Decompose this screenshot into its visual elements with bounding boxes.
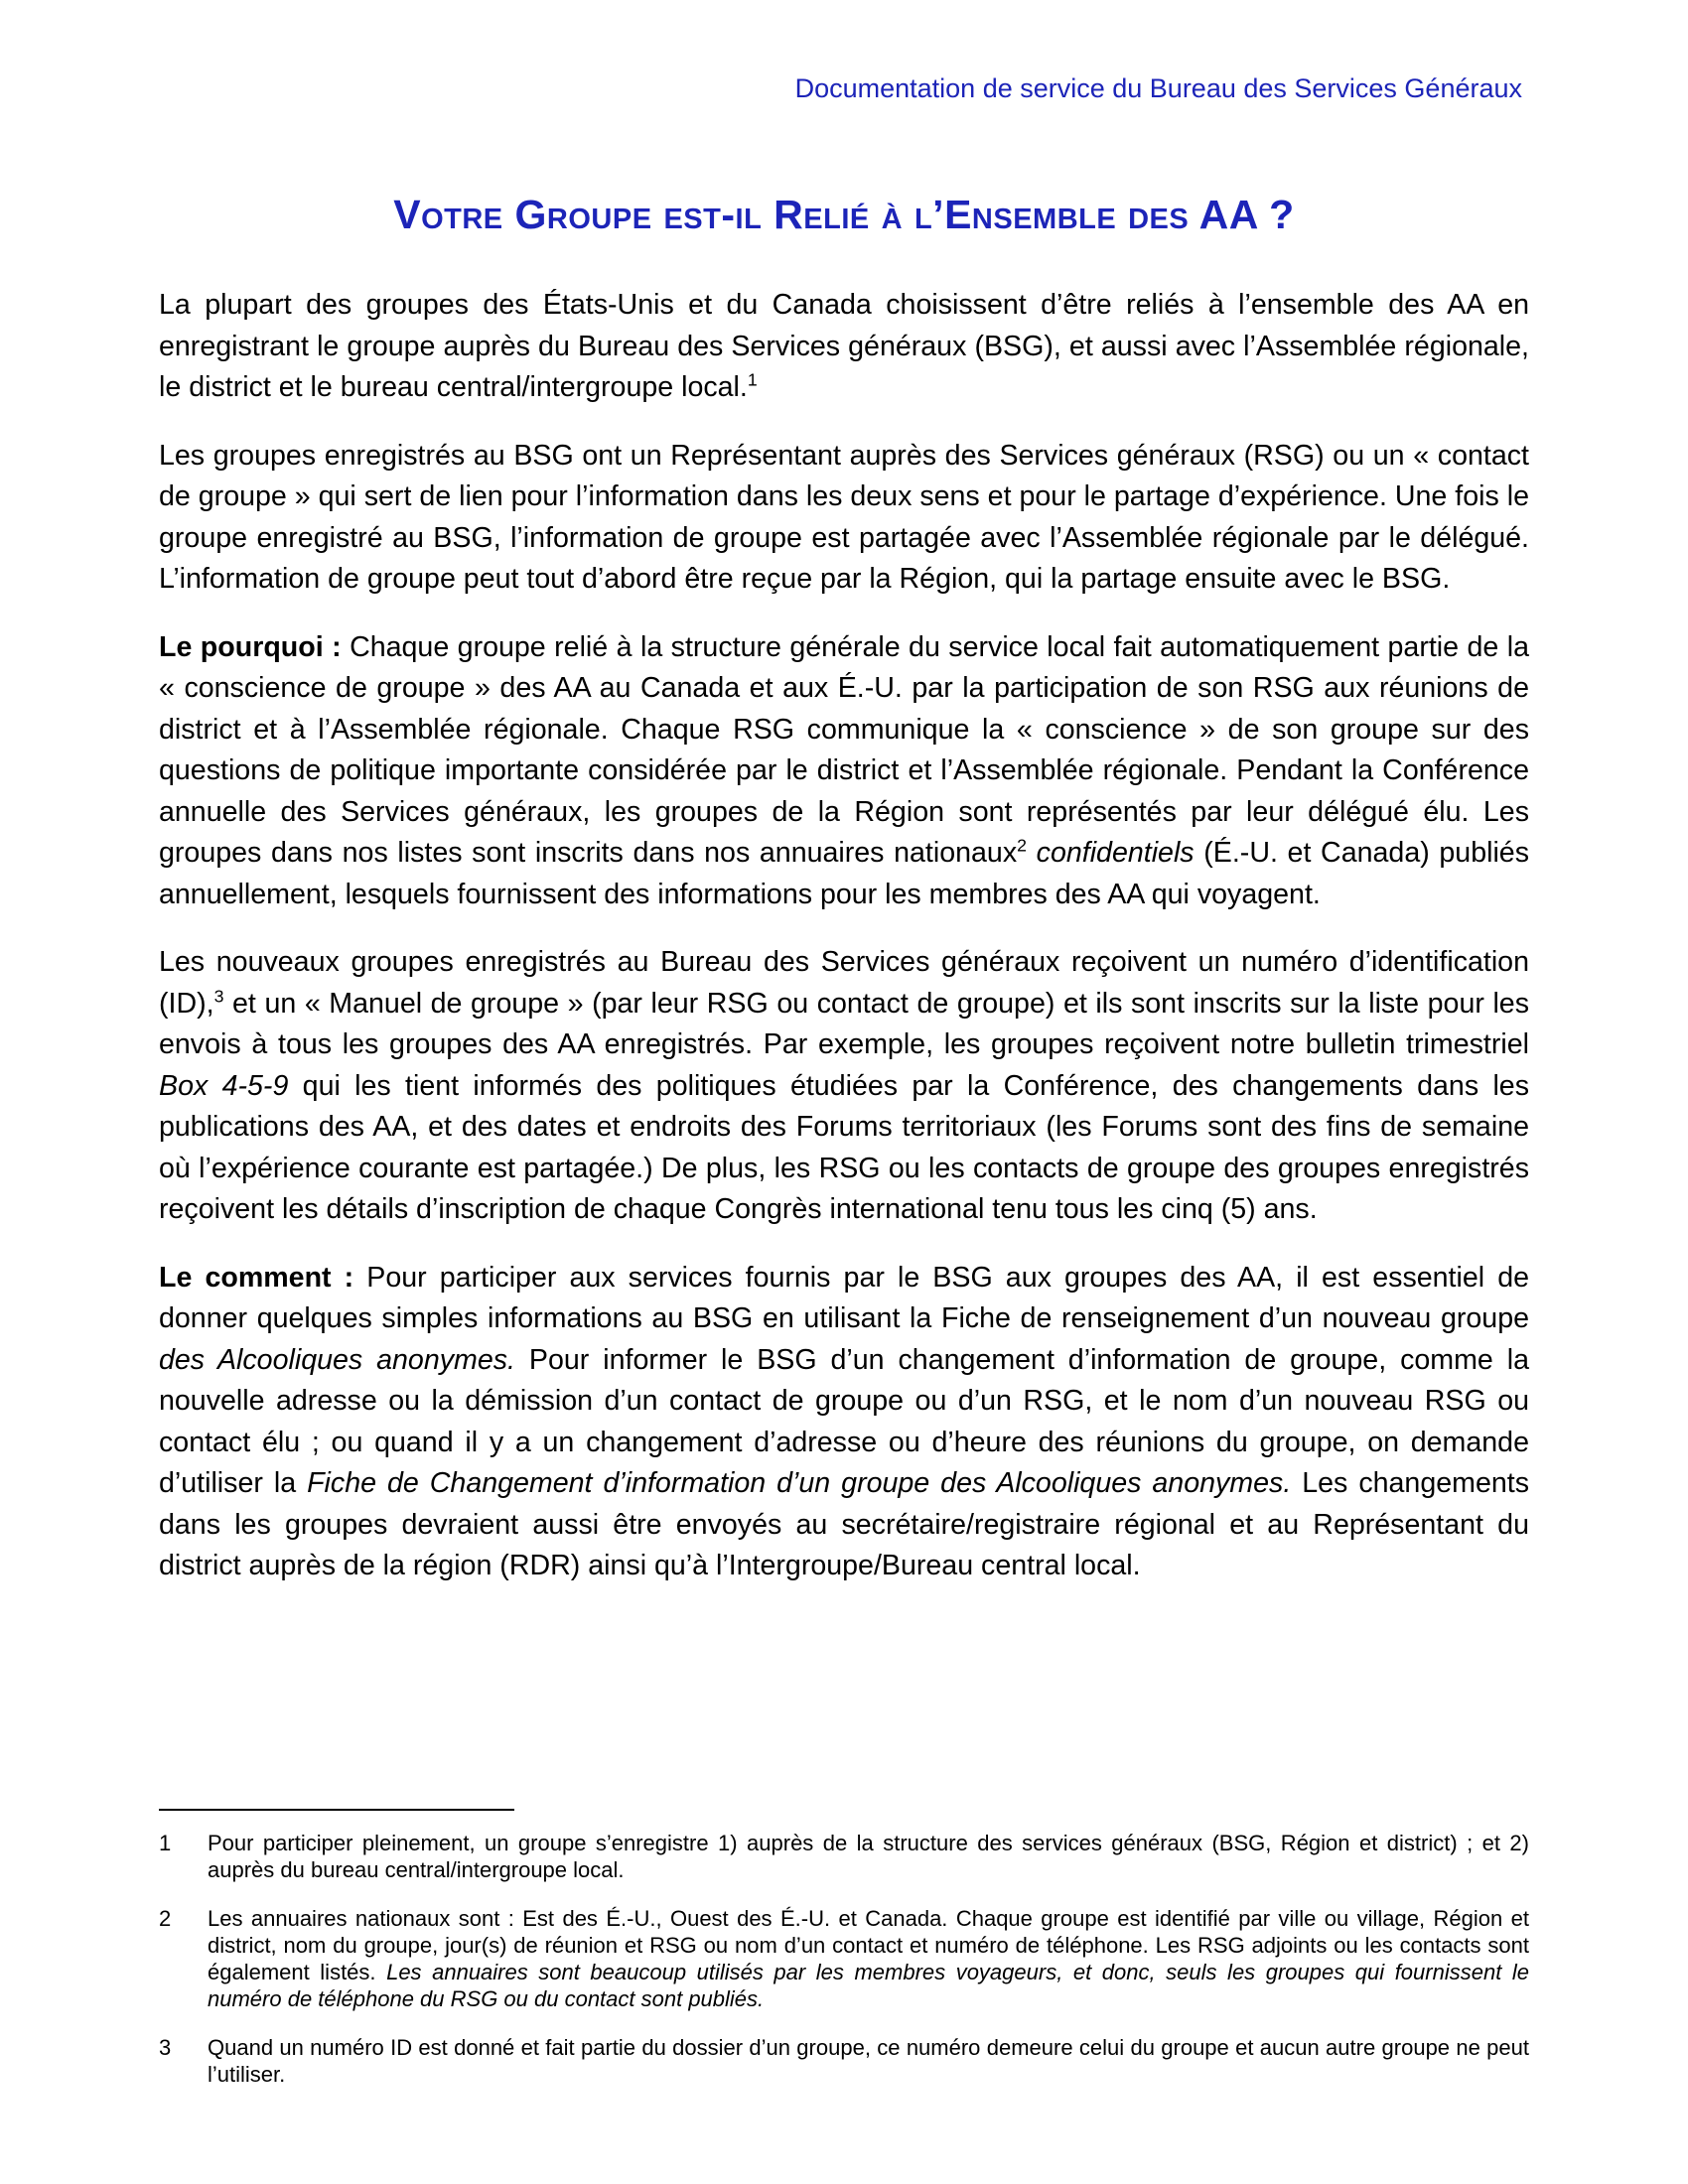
- footnote-2-italic: Les annuaires sont beaucoup utilisés par les membres voyageurs, et donc, seuls les groupes qui fournissent le numéro de téléphone du RSG ou du contact sont publiés.: [208, 1960, 1529, 2011]
- footnote-number: 1: [159, 1831, 172, 1855]
- paragraph-rsg: [159, 436, 1529, 601]
- footnote-number: 2: [159, 1906, 172, 1931]
- nouveaux-text-c: qui les tient informés des politiques étudiées par la Conférence, des changements dans les publications des AA, et des dates et endroits des Forums territoriaux (les Forums sont des fins de semaine où l’expérience courante est partagée.) De plus, les RSG ou les contacts de groupe des groupes enregistrés reçoivent les détails d’inscription de chaque Congrès international tenu tous les cinq (5) ans.: [159, 1069, 1530, 1225]
- comment-text-b: Pour informer le BSG d’un changement d’information de groupe, comme la nouvelle adresse ou la démission d’un contact de groupe ou d’un RSG, et le nom d’un nouveau RSG ou contact élu ; ou quand il y a un changement d’adresse ou d’heure des réunions du groupe, on demande d’utiliser la: [159, 1343, 1529, 1499]
- paragraph-rsg-text: Les groupes enregistrés au BSG ont un Représentant auprès des Services généraux (RSG) ou un « contact de groupe » qui sert de lien pour l’information dans les deux sens et pour le partage d’expérience. Une fois le groupe enregistré au BSG, l’information de groupe est partagée avec l’Assemblée régionale par le délégué. L’information de groupe peut tout d’abord être reçue par la Région, qui la partage ensuite avec le BSG.: [159, 439, 1529, 595]
- pourquoi-heading: Le pourquoi :: [159, 630, 342, 663]
- paragraph-pourquoi: [159, 627, 1529, 916]
- nouveaux-text-b: et un « Manuel de groupe » (par leur RSG ou contact de groupe) et ils sont inscrits sur la liste pour les envois à tous les groupes des AA enregistrés. Par exemple, les groupes reçoivent notre bulletin trimestriel: [159, 987, 1529, 1060]
- footnote-text: [208, 1905, 1529, 2012]
- nouveaux-text-a: Les nouveaux groupes enregistrés au Bureau des Services généraux reçoivent un numéro d’identification (ID),: [159, 946, 1529, 1020]
- comment-italic-b: Fiche de Changement d’information d’un groupe des Alcooliques anonymes.: [307, 1467, 1292, 1499]
- footnote-2: [159, 1905, 1529, 2012]
- paragraph-comment: [159, 1258, 1529, 1587]
- comment-text-c: Les changements dans les groupes devraient aussi être envoyés au secrétaire/registraire régional et au Représentant du district auprès de la région (RDR) ainsi qu’à l’Intergroupe/Bureau central local.: [159, 1467, 1530, 1581]
- footnote-ref-1: 1: [747, 369, 758, 390]
- paragraph-intro-text: La plupart des groupes des États-Unis et du Canada choisissent d’être reliés à l’ensemble des AA en enregistrant le groupe auprès du Bureau des Services généraux (BSG), et aussi avec l’Assemblée régionale, le district et le bureau central/intergroupe local.: [159, 289, 1529, 403]
- comment-heading: Le comment :: [159, 1261, 354, 1294]
- footnote-ref-2: 2: [1017, 835, 1027, 856]
- footnote-text: [208, 1830, 1529, 1883]
- paragraph-nouveaux-groupes: [159, 942, 1529, 1231]
- footnote-number: 3: [159, 2035, 172, 2060]
- footnote-3: [159, 2034, 1529, 2088]
- running-header: Documentation de service du Bureau des Services Généraux: [794, 73, 1522, 103]
- comment-text-a: Pour participer aux services fournis par le BSG aux groupes des AA, il est essentiel de donner quelques simples informations au BSG en utilisant la Fiche de renseignement d’un nouveau groupe: [159, 1261, 1529, 1334]
- document-body: [159, 285, 1529, 1614]
- box-459-title: Box 4-5-9: [159, 1069, 289, 1102]
- page-title: Votre Groupe est-il Relié à l’Ensemble des AA ?: [393, 192, 1295, 237]
- footnote-2-text: Les annuaires nationaux sont : Est des É.-U., Ouest des É.-U. et Canada. Chaque groupe est identifié par ville ou village, Région et district, nom du groupe, jour(s) de réunion et RSG ou nom d’un contact et numéro de téléphone. Les RSG adjoints ou les contacts sont également listés.: [208, 1906, 1529, 1984]
- pourquoi-italic: confidentiels: [1027, 837, 1195, 869]
- comment-italic-a: des Alcooliques anonymes.: [159, 1343, 515, 1376]
- footnote-text: [208, 2034, 1529, 2088]
- footnote-separator: [159, 1809, 514, 1811]
- footnotes: [159, 1830, 1529, 2110]
- footnote-1-text: Pour participer pleinement, un groupe s’enregistre 1) auprès de la structure des services généraux (BSG, Région et district) ; et 2) auprès du bureau central/intergroupe local.: [208, 1831, 1529, 1882]
- pourquoi-text-a: Chaque groupe relié à la structure générale du service local fait automatiquement partie de la « conscience de groupe » des AA au Canada et aux É.-U. par la participation de son RSG aux réunions de district et à l’Assemblée régionale. Chaque RSG communique la « conscience » de son groupe sur des questions de politique importante considérée par le district et l’Assemblée régionale. Pendant la Conférence annuelle des Services généraux, les groupes de la Région sont représentés par leur délégué élu. Les groupes dans nos listes sont inscrits dans nos annuaires nationaux: [159, 630, 1529, 869]
- footnote-3-text: Quand un numéro ID est donné et fait partie du dossier d’un groupe, ce numéro demeure celui du groupe et aucun autre groupe ne peut l’utiliser.: [208, 2035, 1529, 2087]
- footnote-1: [159, 1830, 1529, 1883]
- paragraph-intro: [159, 285, 1529, 409]
- pourquoi-text-b: (É.-U. et Canada) publiés annuellement, lesquels fournissent des informations pour les membres des AA qui voyagent.: [159, 837, 1529, 910]
- footnote-ref-3: 3: [213, 985, 224, 1006]
